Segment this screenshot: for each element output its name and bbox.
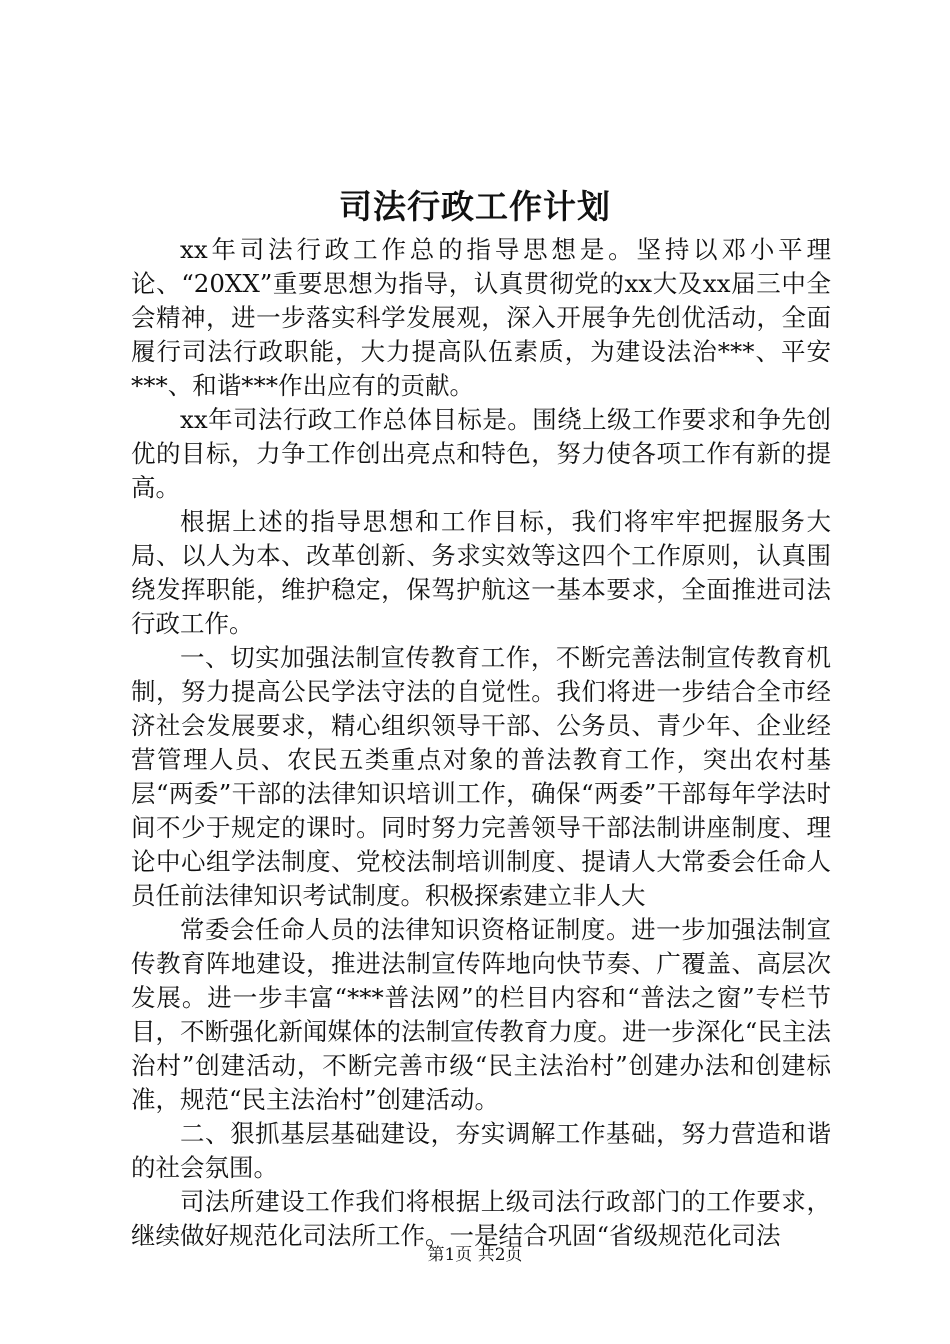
document-body (131, 233, 831, 1253)
document-title: 司法行政工作计划 (339, 187, 611, 226)
paragraph-guiding-ideology: xx年司法行政工作总的指导思想是。坚持以邓小平理论、“20XX”重要思想为指导，认真贯彻党的xx大及xx届三中全会精神，进一步落实科学发展观，深入开展争先创优活动，全面履行司法行政职能，大力提高队伍素质，为建设法治***、平安***、和谐***作出应有的贡献。 (131, 235, 831, 400)
paragraph-overall-goal: xx年司法行政工作总体目标是。围绕上级工作要求和争先创优的目标，力争工作创出亮点和特色，努力使各项工作有新的提高。 (131, 405, 831, 502)
paragraph-section-one: 一、切实加强法制宣传教育工作，不断完善法制宣传教育机制，努力提高公民学法守法的自觉性。我们将进一步结合全市经济社会发展要求，精心组织领导干部、公务员、青少年、企业经营管理人员、农民五类重点对象的普法教育工作，突出农村基层“两委”干部的法律知识培训工作，确保“两委”干部每年学法时间不少于规定的课时。同时努力完善领导干部法制讲座制度、理论中心组学法制度、党校法制培训制度、提请人大常委会任命人员任前法律知识考试制度。积极探索建立非人大 (131, 643, 831, 910)
paragraph-section-two: 二、狠抓基层基础建设，夯实调解工作基础，努力营造和谐的社会氛围。 (131, 1119, 831, 1182)
paragraph-judicial-office: 司法所建设工作我们将根据上级司法行政部门的工作要求，继续做好规范化司法所工作。一是结合巩固“省级规范化司法 (131, 1187, 831, 1250)
paragraph-principles: 根据上述的指导思想和工作目标，我们将牢牢把握服务大局、以人为本、改革创新、务求实效等这四个工作原则，认真围绕发挥职能，维护稳定，保驾护航这一基本要求，全面推进司法行政工作。 (131, 507, 831, 638)
page-number-footer: 第1页 共2页 (427, 1245, 523, 1265)
paragraph-section-one-continued: 常委会任命人员的法律知识资格证制度。进一步加强法制宣传教育阵地建设，推进法制宣传阵地向快节奏、广覆盖、高层次发展。进一步丰富“***普法网”的栏目内容和“普法之窗”专栏节目，不断强化新闻媒体的法制宣传教育力度。进一步深化“民主法治村”创建活动，不断完善市级“民主法治村”创建办法和创建标准，规范“民主法治村”创建活动。 (131, 915, 831, 1114)
